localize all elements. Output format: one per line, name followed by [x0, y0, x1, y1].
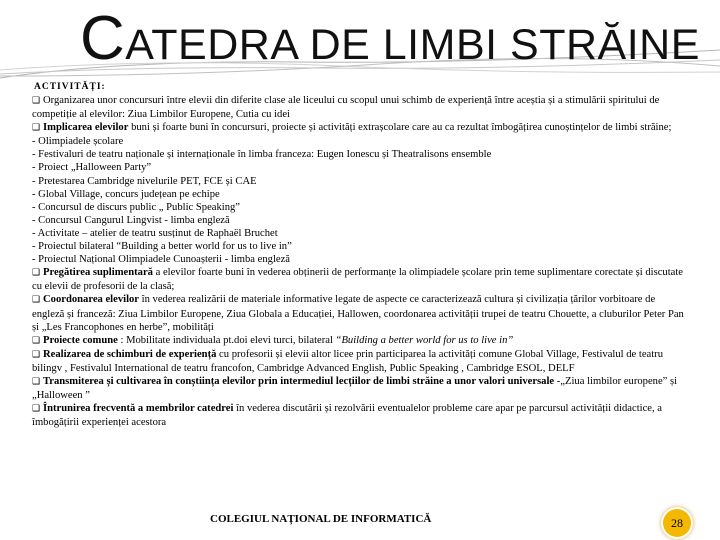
list-item: - Olimpiadele școlare: [32, 136, 124, 148]
paragraph-extra-preparation: ❑ Pregătirea suplimentară a elevilor foarte buni în vederea obținerii de performanțe la olimpiadele școlare prin teme suplimentare corectate și discutate cu elevii de profesorii de la clasă;: [32, 267, 684, 293]
paragraph-coordination: ❑ Coordonarea elevilor în vederea realizării de materiale informative legate de aspecte ce caracterizează cultura și civilizația țărilor vorbitoare de engleză și franceză: Ziua Limbilor Europene, Ziua Globala a Educației, Hallowen, coordonarea activității trupei de teatru Chouette, a cluburilor Peter Pan și „Les Francophones en herbe”, mobilități: [32, 294, 684, 333]
paragraph-experience-exchange: ❑ Realizarea de schimburi de experiență cu profesorii și elevii altor licee prin participarea la activități comune Global Village, Festivalul de teatru bilingv , Festivalul International de teatru francofon, Cambridge Advanced English, Public Speaking , Cambridge ESOL, DELF: [32, 348, 663, 374]
list-item: - Festivaluri de teatru naționale și internaționale în limba franceza: Eugen Ionescu și Theatralisons ensemble: [32, 149, 492, 161]
checkbox-bullet-icon: ❑: [32, 268, 41, 279]
list-item: - Activitate – atelier de teatru susținut de Raphaël Bruchet: [32, 227, 278, 239]
activities-content: [32, 94, 684, 429]
paragraph-joint-projects: ❑ Proiecte comune : Mobilitate individuala pt.doi elevi turci, bilateral “Building a better world for us to live in”: [32, 334, 684, 348]
paragraph-competitions: ❑ Organizarea unor concursuri între elevii din diferite clase ale liceului cu scopul unui schimb de experiență între aceștia și a stimulării spiritului de competiție al elevilor: Ziua Limbilor Europene, Cutia cu idei: [32, 95, 660, 121]
checkbox-bullet-icon: ❑: [32, 295, 41, 306]
list-item: - Concursul de discurs public „ Public Speaking”: [32, 201, 241, 213]
checkbox-bullet-icon: ❑: [32, 349, 41, 360]
checkbox-bullet-icon: ❑: [32, 335, 41, 346]
checkbox-bullet-icon: ❑: [32, 96, 41, 106]
footer-institution: COLEGIUL NAȚIONAL DE INFORMATICĂ: [210, 513, 432, 525]
paragraph-universal-values: ❑ Transmiterea și cultivarea în conștiința elevilor prin intermediul lecțiilor de limbi străine a unor valori universale -„Ziua limbilor europene” și „Halloween ”: [32, 375, 678, 402]
list-item: - Concursul Cangurul Lingvist - limba engleză: [32, 214, 230, 226]
page-title: CATEDRA DE LIMBI STRĂINE: [80, 4, 700, 73]
checkbox-bullet-icon: ❑: [32, 404, 41, 415]
list-item: - Proiectul Național Olimpiadele Cunoașterii - limba engleză: [32, 254, 290, 266]
paragraph-department-meetings: ❑ Întrunirea frecventă a membrilor catedrei în vederea discutării și rezolvării eventualelor probleme care apar pe parcursul activității didactice, a îmbogățirii experienței acestora: [32, 403, 662, 429]
checkbox-bullet-icon: ❑: [32, 376, 41, 387]
paragraph-student-involvement: ❑ Implicarea elevilor buni și foarte buni în concursuri, proiecte și activități extrașcolare care au ca rezultat îmbogățirea cunoștințelor de limbi străine;: [32, 121, 684, 135]
list-item: - Proiectul bilateral “Building a better world for us to live in”: [32, 241, 292, 253]
list-item: - Proiect „Halloween Party”: [32, 162, 152, 174]
checkbox-bullet-icon: ❑: [32, 123, 41, 134]
list-item: - Pretestarea Cambridge nivelurile PET, FCE și CAE: [32, 175, 257, 187]
list-item: - Global Village, concurs județean pe echipe: [32, 188, 220, 200]
page-number-badge: 28: [661, 507, 693, 539]
section-label: ACTIVITĂȚI:: [34, 82, 106, 92]
